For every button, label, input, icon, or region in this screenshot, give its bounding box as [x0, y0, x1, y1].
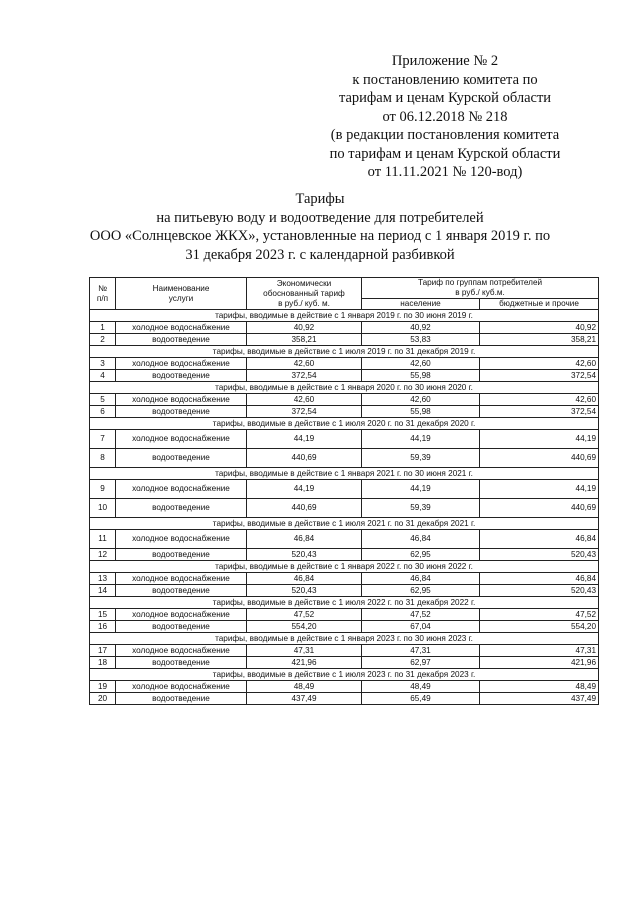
budget-tariff: 372,54: [480, 406, 599, 418]
service-name: холодное водоснабжение: [116, 681, 247, 693]
population-tariff: 42,60: [362, 358, 480, 370]
period-row: [90, 468, 599, 480]
table-row: [90, 645, 599, 657]
row-number: 13: [90, 573, 116, 585]
economic-tariff: 42,60: [247, 358, 362, 370]
appendix-line: от 06.12.2018 № 218: [382, 108, 508, 125]
row-number: 17: [90, 645, 116, 657]
service-name: водоотведение: [116, 334, 247, 346]
title-line: 31 декабря 2023 г. с календарной разбивкой: [185, 246, 455, 263]
budget-tariff: 372,54: [480, 370, 599, 382]
economic-tariff: 520,43: [247, 549, 362, 561]
appendix-line: тарифам и ценам Курской области: [338, 90, 552, 106]
title-line: Тарифы: [295, 191, 345, 207]
population-tariff: 59,39: [362, 499, 480, 518]
service-name: водоотведение: [116, 449, 247, 468]
population-tariff: 46,84: [362, 530, 480, 549]
economic-tariff: 421,96: [247, 657, 362, 669]
appendix-line: по тарифам и ценам Курской области: [329, 145, 561, 162]
row-number: 4: [90, 370, 116, 382]
population-tariff: 53,83: [362, 334, 480, 346]
budget-tariff: 44,19: [480, 430, 599, 449]
period-row: [90, 633, 599, 645]
budget-tariff: 554,20: [480, 621, 599, 633]
row-number: 5: [90, 394, 116, 406]
population-tariff: 42,60: [362, 394, 480, 406]
service-name: водоотведение: [116, 370, 247, 382]
tariff-table: [89, 277, 599, 705]
table-row: [90, 693, 599, 705]
service-name: холодное водоснабжение: [116, 430, 247, 449]
service-name: водоотведение: [116, 693, 247, 705]
row-number: 12: [90, 549, 116, 561]
row-number: 3: [90, 358, 116, 370]
table-row: [90, 370, 599, 382]
title-line: на питьевую воду и водоотведение для потребителей: [156, 209, 484, 226]
budget-tariff: 47,31: [480, 645, 599, 657]
table-row: [90, 406, 599, 418]
economic-tariff: 40,92: [247, 322, 362, 334]
row-number: 8: [90, 449, 116, 468]
appendix-line: Приложение № 2: [391, 53, 499, 69]
budget-tariff: 421,96: [480, 657, 599, 669]
table-row: [90, 449, 599, 468]
service-name: холодное водоснабжение: [116, 480, 247, 499]
economic-tariff: 47,52: [247, 609, 362, 621]
period-row: [90, 561, 599, 573]
document-title: [40, 190, 600, 264]
economic-tariff: 358,21: [247, 334, 362, 346]
period-row: [90, 418, 599, 430]
economic-tariff: 372,54: [247, 406, 362, 418]
service-name: холодное водоснабжение: [116, 609, 247, 621]
row-number: 14: [90, 585, 116, 597]
economic-tariff: 44,19: [247, 430, 362, 449]
table-row: [90, 549, 599, 561]
population-tariff: 40,92: [362, 322, 480, 334]
row-number: 1: [90, 322, 116, 334]
economic-tariff: 520,43: [247, 585, 362, 597]
population-tariff: 55,98: [362, 370, 480, 382]
table-row: [90, 530, 599, 549]
population-tariff: 44,19: [362, 430, 480, 449]
economic-tariff: 372,54: [247, 370, 362, 382]
service-name: водоотведение: [116, 657, 247, 669]
table-row: [90, 499, 599, 518]
population-tariff: 62,95: [362, 585, 480, 597]
service-name: холодное водоснабжение: [116, 530, 247, 549]
economic-tariff: 46,84: [247, 573, 362, 585]
row-number: 19: [90, 681, 116, 693]
header-economic-tariff: Экономически обоснованный тариф в руб./ куб. м.: [247, 278, 362, 310]
period-label: тарифы, вводимые в действие с 1 января 2023 г. по 30 июня 2023 г.: [90, 633, 599, 645]
budget-tariff: 40,92: [480, 322, 599, 334]
service-name: холодное водоснабжение: [116, 573, 247, 585]
period-label: тарифы, вводимые в действие с 1 июля 2020 г. по 31 декабря 2020 г.: [90, 418, 599, 430]
period-label: тарифы, вводимые в действие с 1 января 2021 г. по 30 июня 2021 г.: [90, 468, 599, 480]
header-population: население: [362, 299, 480, 310]
budget-tariff: 358,21: [480, 334, 599, 346]
economic-tariff: 42,60: [247, 394, 362, 406]
budget-tariff: 46,84: [480, 573, 599, 585]
period-row: [90, 310, 599, 322]
header-consumer-groups: Тариф по группам потребителей в руб./ куб.м.: [362, 278, 599, 299]
row-number: 16: [90, 621, 116, 633]
budget-tariff: 520,43: [480, 549, 599, 561]
header-number: № п/п: [90, 278, 116, 310]
period-row: [90, 346, 599, 358]
population-tariff: 62,95: [362, 549, 480, 561]
service-name: водоотведение: [116, 499, 247, 518]
title-line: ООО «Солнцевское ЖКХ», установленные на период с 1 января 2019 г. по: [89, 228, 551, 244]
table-row: [90, 681, 599, 693]
economic-tariff: 440,69: [247, 499, 362, 518]
economic-tariff: 437,49: [247, 693, 362, 705]
header-service-name: Наименование услуги: [116, 278, 247, 310]
period-row: [90, 382, 599, 394]
period-label: тарифы, вводимые в действие с 1 июля 2021 г. по 31 декабря 2021 г.: [90, 518, 599, 530]
appendix-line: (в редакции постановления комитета: [330, 127, 560, 143]
row-number: 11: [90, 530, 116, 549]
economic-tariff: 44,19: [247, 480, 362, 499]
period-row: [90, 669, 599, 681]
period-label: тарифы, вводимые в действие с 1 января 2022 г. по 30 июня 2022 г.: [90, 561, 599, 573]
table-row: [90, 657, 599, 669]
budget-tariff: 42,60: [480, 358, 599, 370]
budget-tariff: 440,69: [480, 499, 599, 518]
budget-tariff: 42,60: [480, 394, 599, 406]
budget-tariff: 46,84: [480, 530, 599, 549]
population-tariff: 67,04: [362, 621, 480, 633]
budget-tariff: 440,69: [480, 449, 599, 468]
row-number: 18: [90, 657, 116, 669]
table-row: [90, 609, 599, 621]
table-row: [90, 621, 599, 633]
row-number: 10: [90, 499, 116, 518]
appendix-note: [300, 52, 590, 182]
table-row: [90, 480, 599, 499]
period-row: [90, 597, 599, 609]
economic-tariff: 48,49: [247, 681, 362, 693]
budget-tariff: 44,19: [480, 480, 599, 499]
population-tariff: 47,52: [362, 609, 480, 621]
period-label: тарифы, вводимые в действие с 1 января 2019 г. по 30 июня 2019 г.: [90, 310, 599, 322]
row-number: 15: [90, 609, 116, 621]
population-tariff: 47,31: [362, 645, 480, 657]
budget-tariff: 437,49: [480, 693, 599, 705]
population-tariff: 44,19: [362, 480, 480, 499]
budget-tariff: 47,52: [480, 609, 599, 621]
table-row: [90, 358, 599, 370]
period-label: тарифы, вводимые в действие с 1 июля 2022 г. по 31 декабря 2022 г.: [90, 597, 599, 609]
appendix-line: от 11.11.2021 № 120-вод): [367, 164, 523, 180]
table-row: [90, 322, 599, 334]
period-label: тарифы, вводимые в действие с 1 июля 2019 г. по 31 декабря 2019 г.: [90, 346, 599, 358]
service-name: водоотведение: [116, 549, 247, 561]
economic-tariff: 47,31: [247, 645, 362, 657]
economic-tariff: 440,69: [247, 449, 362, 468]
header-budget-other: бюджетные и прочие: [480, 299, 599, 310]
budget-tariff: 48,49: [480, 681, 599, 693]
service-name: водоотведение: [116, 621, 247, 633]
row-number: 9: [90, 480, 116, 499]
service-name: водоотведение: [116, 585, 247, 597]
tariff-table-body: [90, 310, 599, 705]
table-row: [90, 394, 599, 406]
table-row: [90, 430, 599, 449]
population-tariff: 65,49: [362, 693, 480, 705]
service-name: холодное водоснабжение: [116, 322, 247, 334]
table-row: [90, 334, 599, 346]
budget-tariff: 520,43: [480, 585, 599, 597]
row-number: 20: [90, 693, 116, 705]
population-tariff: 55,98: [362, 406, 480, 418]
row-number: 6: [90, 406, 116, 418]
period-row: [90, 518, 599, 530]
row-number: 7: [90, 430, 116, 449]
service-name: водоотведение: [116, 406, 247, 418]
economic-tariff: 46,84: [247, 530, 362, 549]
appendix-line: к постановлению комитета по: [352, 71, 538, 88]
table-row: [90, 585, 599, 597]
population-tariff: 46,84: [362, 573, 480, 585]
population-tariff: 59,39: [362, 449, 480, 468]
service-name: холодное водоснабжение: [116, 358, 247, 370]
population-tariff: 48,49: [362, 681, 480, 693]
period-label: тарифы, вводимые в действие с 1 января 2020 г. по 30 июня 2020 г.: [90, 382, 599, 394]
population-tariff: 62,97: [362, 657, 480, 669]
economic-tariff: 554,20: [247, 621, 362, 633]
table-row: [90, 573, 599, 585]
row-number: 2: [90, 334, 116, 346]
service-name: холодное водоснабжение: [116, 645, 247, 657]
service-name: холодное водоснабжение: [116, 394, 247, 406]
period-label: тарифы, вводимые в действие с 1 июля 2023 г. по 31 декабря 2023 г.: [90, 669, 599, 681]
